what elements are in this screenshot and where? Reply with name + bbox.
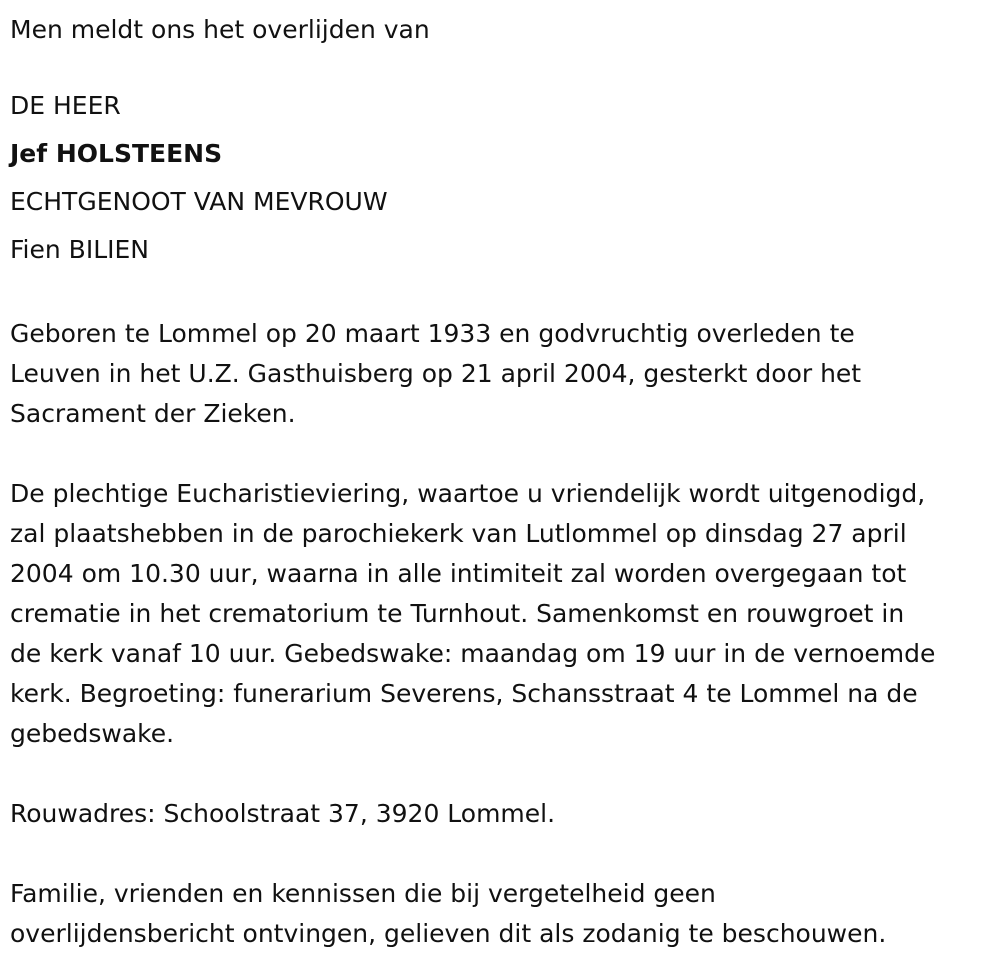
spouse-name: Fien BILIEN: [10, 235, 150, 264]
intro-line: Men meldt ons het overlijden van: [10, 15, 430, 44]
title-line: DE HEER: [10, 91, 121, 120]
spacer: [10, 434, 995, 474]
obituary-notice: [10, 0, 995, 954]
spacer: [10, 834, 995, 874]
paragraph-line: kerk. Begroeting: funerarium Severens, Schansstraat 4 te Lommel na de: [10, 679, 918, 708]
paragraph-line: de kerk vanaf 10 uur. Gebedswake: maandag om 19 uur in de vernoemde: [10, 639, 936, 668]
paragraph-line: De plechtige Eucharistieviering, waartoe u vriendelijk wordt uitgenodigd,: [10, 479, 926, 508]
paragraph-line: Leuven in het U.Z. Gasthuisberg op 21 april 2004, gesterkt door het: [10, 359, 862, 388]
paragraph-line: overlijdensbericht ontvingen, gelieven dit als zodanig te beschouwen.: [10, 919, 887, 948]
mourning-address: Rouwadres: Schoolstraat 37, 3920 Lommel.: [10, 799, 556, 828]
paragraph-line: Familie, vrienden en kennissen die bij vergetelheid geen: [10, 879, 716, 908]
paragraph-line: gebedswake.: [10, 719, 175, 748]
paragraph-line: zal plaatshebben in de parochiekerk van Lutlommel op dinsdag 27 april: [10, 519, 907, 548]
paragraph-line: 2004 om 10.30 uur, waarna in alle intimiteit zal worden overgegaan tot: [10, 559, 907, 588]
spacer: [10, 274, 995, 314]
birth-death-paragraph: [10, 314, 995, 434]
spacer: [10, 754, 995, 794]
deceased-name: Jef HOLSTEENS: [10, 139, 223, 168]
paragraph-line: Sacrament der Zieken.: [10, 399, 296, 428]
spouse-label: ECHTGENOOT VAN MEVROUW: [10, 187, 388, 216]
paragraph-line: crematie in het crematorium te Turnhout. Samenkomst en rouwgroet in: [10, 599, 905, 628]
closing-paragraph: [10, 874, 995, 954]
paragraph-line: Geboren te Lommel op 20 maart 1933 en godvruchtig overleden te: [10, 319, 855, 348]
ceremony-paragraph: [10, 474, 995, 754]
spacer: [10, 54, 995, 82]
